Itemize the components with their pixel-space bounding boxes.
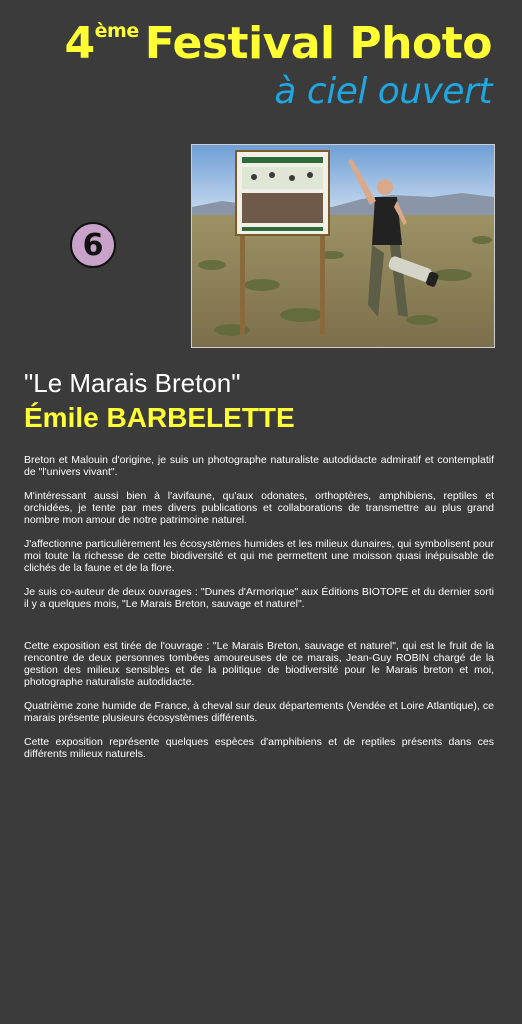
biography-text bbox=[24, 454, 494, 772]
exhibition-title: "Le Marais Breton" bbox=[24, 368, 241, 398]
festival-title bbox=[64, 18, 492, 69]
paragraph: J'affectionne particulièrement les écosystèmes humides et les milieux dunaires, qui symbolisent pour moi toute la richesse de cette biodiversité et qui me permettent une moisson quasi inépuisable de clichés de la faune et de la flore. bbox=[24, 538, 494, 574]
exhibit-number-badge: 6 bbox=[70, 222, 116, 268]
title-superscript: ème bbox=[94, 20, 139, 42]
paragraph: Cette exposition est tirée de l'ouvrage : "Le Marais Breton, sauvage et naturel", qui est le fruit de la rencontre de deux personnes tombées amoureuses de ce marais, Jean-Guy ROBIN chargé de la gestion des milieux sensibles et de la politique de biodiversité pour le Marais breton et moi, photographe naturaliste autodidacte. bbox=[24, 640, 494, 688]
festival-subtitle: à ciel ouvert bbox=[274, 71, 492, 112]
paragraph: Cette exposition représente quelques espèces d'amphibiens et de reptiles présents dans ces différents milieux naturels. bbox=[24, 736, 494, 760]
photographer-photo bbox=[191, 144, 495, 348]
paragraph: Quatrième zone humide de France, à cheval sur deux départements (Vendée et Loire Atlantique), ce marais présente plusieurs écosystèmes différents. bbox=[24, 700, 494, 724]
title-main: Festival Photo bbox=[144, 18, 492, 69]
photo-icon bbox=[192, 145, 494, 347]
paragraph: Je suis co-auteur de deux ouvrages : "Dunes d'Armorique" aux Éditions BIOTOPE et du dernier sorti il y a quelques mois, "Le Marais Breton, sauvage et naturel". bbox=[24, 586, 494, 610]
author-name: Émile BARBELETTE bbox=[24, 402, 295, 433]
title-number: 4 bbox=[64, 18, 95, 69]
paragraph: M'intéressant aussi bien à l'avifaune, qu'aux odonates, orthoptères, amphibiens, reptiles et orchidées, je tente par mes divers publications et collaborations de transmettre au plus grand nombre mon amour de notre patrimoine naturel. bbox=[24, 490, 494, 526]
paragraph: Breton et Malouin d'origine, je suis un photographe naturaliste autodidacte admiratif et contemplatif de "l'univers vivant". bbox=[24, 454, 494, 478]
